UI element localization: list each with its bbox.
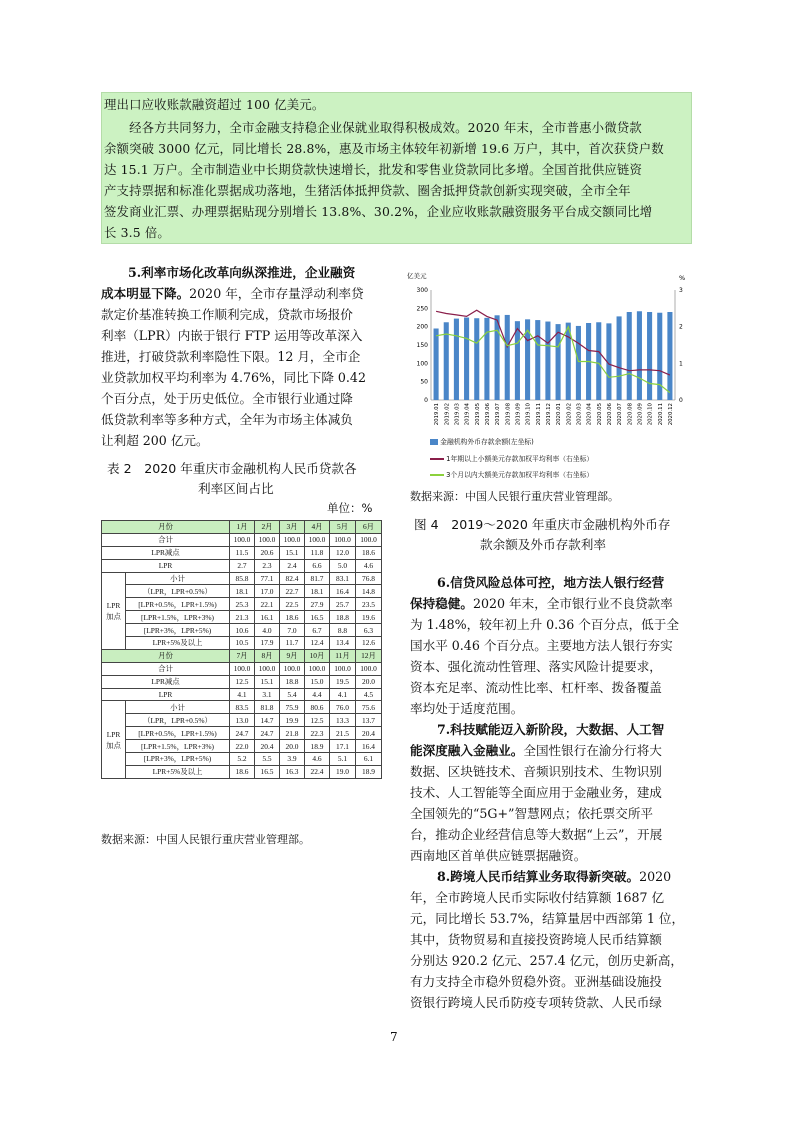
legend-item-bars [430, 438, 690, 450]
table-cell: 7.0 [280, 624, 305, 637]
table-cell: 8.8 [330, 624, 356, 637]
left-tick-label: 300 [416, 287, 428, 294]
table-cell: 6.3 [356, 624, 382, 637]
table-cell: 17.0 [255, 585, 280, 598]
deposit-bar [525, 319, 530, 400]
table-cell: 77.1 [255, 572, 280, 585]
table-header-cell: 8月 [255, 649, 280, 662]
table-row-label: LPR [102, 559, 230, 572]
section-7-heading-cont: 能深度融入金融业。 [410, 743, 524, 758]
chart-source: 数据来源：中国人民银行重庆营业管理部。 [410, 490, 619, 503]
table-row-label: [LPR+0.5%，LPR+1.5%) [126, 598, 230, 611]
table-cell: 75.9 [280, 701, 305, 714]
table-cell: 13.3 [330, 714, 356, 727]
table-cell: 100.0 [255, 662, 280, 675]
table-cell: 100.0 [330, 533, 356, 546]
table-cell: 12.4 [305, 637, 330, 650]
table-cell: 22.0 [230, 740, 255, 753]
section-5-line: 利率（LPR）内嵌于银行 FTP 运用等改革深入 [101, 328, 363, 343]
table-cell: 3.9 [280, 753, 305, 766]
x-tick-label: 2019.12 [545, 403, 552, 426]
table-cell: 16.3 [280, 765, 305, 778]
table-header-cell: 11月 [330, 649, 356, 662]
deposit-bar [657, 313, 662, 400]
section-7-line: 台，推动企业经营信息等大数据“上云”，开展 [410, 827, 663, 842]
deposit-bar [505, 315, 510, 400]
x-tick-label: 2020.06 [606, 403, 613, 426]
table-row [102, 753, 382, 766]
table-cell: 16.4 [330, 585, 356, 598]
legend-label: 金融机构外币存款余额(左坐标) [440, 438, 534, 446]
right-tick-label: 1 [679, 360, 683, 368]
section-6-line: 率均处于适度范围。 [410, 701, 524, 716]
section-5-line: 推进，打破贷款利率隐性下限。12 月，全市企 [101, 349, 361, 364]
table-cell: 21.5 [330, 727, 356, 740]
table-row [102, 675, 382, 688]
section-5-line [101, 286, 364, 302]
table-cell: 19.0 [330, 765, 356, 778]
left-tick-label: 50 [420, 378, 428, 386]
table-cell: 4.6 [305, 753, 330, 766]
page-number: 7 [390, 1030, 398, 1044]
left-tick-label: 150 [416, 342, 428, 349]
right-tick-label: 3 [679, 287, 683, 294]
chart-title-cont: 款余额及外币存款利率 [480, 537, 606, 552]
table-unit: 单位：% [327, 501, 373, 515]
table-cell: 5.0 [330, 559, 356, 572]
table-header-cell: 5月 [330, 521, 356, 534]
table-cell: 17.9 [255, 637, 280, 650]
lpr-group-label-line: LPR [106, 600, 121, 610]
table-cell: 21.8 [280, 727, 305, 740]
table-cell: 22.5 [280, 598, 305, 611]
table-cell: 11.7 [280, 637, 305, 650]
table-cell: 14.7 [255, 714, 280, 727]
table-cell: 5.4 [280, 688, 305, 701]
table-row [102, 727, 382, 740]
table-row [102, 559, 382, 572]
lpr-group-label [102, 572, 126, 649]
x-tick-label: 2020.07 [617, 403, 624, 426]
section-7-line: 全国领先的“5G+”智慧网点；依托票交所平 [410, 806, 654, 821]
table-row-label: [LPR+0.5%，LPR+1.5%) [126, 727, 230, 740]
table-row-label: [LPR+3%，LPR+5%) [126, 753, 230, 766]
deposit-bar [545, 322, 550, 400]
deposit-bar [667, 312, 672, 400]
section-8-line [437, 869, 671, 885]
lpr-group-label [102, 701, 126, 778]
green-box-line: 理出口应收账款融资超过 100 亿美元。 [104, 97, 325, 112]
section-6-heading: 6.信贷风险总体可控，地方法人银行经营 [437, 575, 665, 590]
left-axis-unit: 亿美元 [407, 272, 427, 280]
table-cell: 22.7 [280, 585, 305, 598]
x-tick-label: 2020.09 [637, 403, 644, 426]
table-cell: 20.0 [356, 675, 382, 688]
section-7-heading: 7.科技赋能迈入新阶段，大数据、人工智 [437, 722, 665, 737]
legend-label: 1年期以上小额美元存款加权平均利率（右坐标） [446, 455, 594, 463]
table-cell: 25.3 [230, 598, 255, 611]
table-cell: 24.7 [230, 727, 255, 740]
section-6-line: 为 1.48%，较年初上升 0.36 个百分点，低于全 [410, 617, 679, 632]
section-5-text: 2020 年，全市存量浮动利率贷 [189, 286, 364, 301]
table-cell: 5.5 [255, 753, 280, 766]
rate-line-1y [436, 310, 670, 375]
chart-title: 图 4 2019～2020 年重庆市金融机构外币存 [414, 517, 671, 532]
deposit-bar [474, 318, 479, 400]
x-tick-label: 2019.07 [495, 403, 502, 426]
section-5-line: 低贷款利率等多种方式，全年为市场主体减负 [101, 412, 353, 427]
table-cell: 100.0 [330, 662, 356, 675]
legend-swatch-bar [430, 439, 438, 445]
section-5-heading: 5.利率市场化改革向纵深推进，企业融资 [128, 265, 356, 280]
table-header-cell: 月份 [102, 521, 230, 534]
x-tick-label: 2020.12 [667, 403, 674, 426]
table-cell: 18.6 [280, 611, 305, 624]
section-8-line: 其中，货物贸易和直接投资跨境人民币结算额 [410, 932, 662, 947]
section-8-line: 年，全市跨境人民币实际收付结算额 1687 亿 [410, 890, 665, 905]
x-tick-label: 2019.01 [434, 403, 441, 426]
table-cell: 4.5 [356, 688, 382, 701]
deposit-bar [576, 326, 581, 400]
section-8-line: 资银行跨境人民币防疫专项转贷款、人民币绿 [410, 995, 662, 1010]
green-box-line: 余额突破 3000 亿元，同比增长 28.8%，惠及市场主体较年初新增 19.6 万户，其中，首次获贷户数 [104, 141, 664, 156]
left-tick-label: 100 [416, 360, 428, 368]
table-cell: 15.1 [280, 546, 305, 559]
deposit-bar [596, 322, 601, 400]
table-cell: 75.6 [356, 701, 382, 714]
table-cell: 18.9 [356, 765, 382, 778]
table-cell: 15.1 [255, 675, 280, 688]
table-cell: 2.4 [280, 559, 305, 572]
section-8-heading: 8.跨境人民币结算业务取得新突破。 [437, 869, 640, 884]
table-row [102, 611, 382, 624]
table-source: 数据来源：中国人民银行重庆营业管理部。 [101, 833, 310, 846]
table-cell: 21.3 [230, 611, 255, 624]
table-row [102, 624, 382, 637]
table-cell: 18.1 [305, 585, 330, 598]
table-row-label: LPR+5%及以上 [126, 637, 230, 650]
table-cell: 100.0 [356, 662, 382, 675]
table-cell: 100.0 [280, 662, 305, 675]
table-row [102, 585, 382, 598]
table-cell: 83.5 [230, 701, 255, 714]
deposit-bar [535, 320, 540, 400]
x-tick-label: 2020.01 [556, 403, 563, 426]
section-5-line: 个百分点，处于历史低位。全市银行业通过降 [101, 391, 353, 406]
section-8-line: 有力支持全市稳外贸稳外资。亚洲基础设施投 [410, 974, 662, 989]
table-cell: 4.1 [230, 688, 255, 701]
table-cell: 81.7 [305, 572, 330, 585]
deposit-bar [484, 318, 489, 400]
deposit-bar [647, 312, 652, 400]
table-cell: 11.5 [230, 546, 255, 559]
table-cell: 19.9 [280, 714, 305, 727]
table-cell: 15.0 [305, 675, 330, 688]
section-8-line: 分别达 920.2 亿元、257.4 亿元，创历史新高， [410, 953, 684, 968]
table-cell: 4.1 [330, 688, 356, 701]
table-row [102, 533, 382, 546]
table-cell: 18.1 [230, 585, 255, 598]
table-cell: 100.0 [280, 533, 305, 546]
table-cell: 22.1 [255, 598, 280, 611]
table-row-label: 合计 [102, 662, 230, 675]
table-cell: 82.4 [280, 572, 305, 585]
x-tick-label: 2020.03 [576, 403, 583, 426]
x-tick-label: 2019.11 [535, 403, 542, 426]
table-row-label: 小计 [126, 701, 230, 714]
table-cell: 85.8 [230, 572, 255, 585]
table-cell: 12.5 [230, 675, 255, 688]
table-cell: 100.0 [255, 533, 280, 546]
table-cell: 16.1 [255, 611, 280, 624]
table-header-cell: 9月 [280, 649, 305, 662]
table-row [102, 701, 382, 714]
table-header-row [102, 521, 382, 534]
table-cell: 83.1 [330, 572, 356, 585]
deposit-bar [617, 316, 622, 400]
section-8-line: 元，同比增长 53.7%，结算量居中西部第 1 位， [410, 911, 685, 926]
interest-rate-table [101, 520, 382, 779]
x-tick-label: 2020.08 [627, 403, 634, 426]
x-tick-label: 2020.02 [566, 403, 573, 426]
table-header-cell: 3月 [280, 521, 305, 534]
right-tick-label: 2 [679, 323, 683, 331]
section-7-text: 全国性银行在渝分行将大 [523, 743, 662, 758]
section-7-line: 西南地区首单供应链票据融资。 [410, 848, 587, 863]
table-cell: 19.5 [330, 675, 356, 688]
lpr-group-label-line: 加点 [106, 740, 121, 750]
table-cell: 2.3 [255, 559, 280, 572]
table-row-label: 小计 [126, 572, 230, 585]
green-box-line: 长 3.5 倍。 [104, 225, 170, 240]
table-cell: 12.6 [356, 637, 382, 650]
section-6-line: 资本、强化流动性管理、落实风险计提要求， [410, 659, 662, 674]
table-header-cell: 12月 [356, 649, 382, 662]
table-row-label: [LPR+1.5%，LPR+3%) [126, 611, 230, 624]
table-header-cell: 2月 [255, 521, 280, 534]
deposit-bar [556, 324, 561, 400]
table-cell: 10.5 [230, 637, 255, 650]
section-6-line: 国水平 0.46 个百分点。主要地方法人银行夯实 [410, 638, 673, 653]
table-cell: 23.5 [356, 598, 382, 611]
chart-legend [430, 438, 690, 483]
table-header-cell: 4月 [305, 521, 330, 534]
table-header-cell: 月份 [102, 649, 230, 662]
table-title: 表 2 2020 年重庆市金融机构人民币贷款各 [107, 461, 357, 476]
table-cell: 22.3 [305, 727, 330, 740]
table-header-cell: 10月 [305, 649, 330, 662]
table-cell: 10.6 [230, 624, 255, 637]
section-5-heading-cont: 成本明显下降。 [101, 286, 190, 301]
section-7-line: 技术、人工智能等全面应用于金融业务，建成 [410, 785, 662, 800]
table-row [102, 714, 382, 727]
legend-swatch-line [430, 474, 444, 476]
table-cell: 4.6 [356, 559, 382, 572]
table-row-label: [LPR+1.5%，LPR+3%) [126, 740, 230, 753]
table-row [102, 765, 382, 778]
section-5-line: 业贷款加权平均利率为 4.76%，同比下降 0.42 [101, 370, 366, 385]
green-box-line: 签发商业汇票、办理票据贴现分别增长 13.8%、30.2%，企业应收账款融资服务平台成交额同比增 [104, 204, 653, 219]
right-tick-label: 0 [679, 397, 683, 404]
table-header-row [102, 649, 382, 662]
left-tick-label: 0 [424, 397, 428, 404]
table-row [102, 740, 382, 753]
green-box-line: 达 15.1 万户。全市制造业中长期贷款快速增长，批发和零售业贷款同比多增。全国首批供应链资 [104, 162, 642, 177]
table-cell: 100.0 [230, 533, 255, 546]
right-axis-unit: % [679, 274, 686, 282]
deposit-bar [464, 318, 469, 401]
table-row-label: （LPR，LPR+0.5%） [126, 714, 230, 727]
table-row [102, 546, 382, 559]
deposit-bar [495, 315, 500, 400]
table-cell: 100.0 [305, 662, 330, 675]
table-row-label: LPR [102, 688, 230, 701]
section-5-line: 让利超 200 亿元。 [101, 433, 209, 448]
table-cell: 100.0 [305, 533, 330, 546]
deposit-bar [434, 329, 439, 401]
table-row [102, 598, 382, 611]
table-cell: 100.0 [356, 533, 382, 546]
table-cell: 18.8 [330, 611, 356, 624]
section-6-line: 资本充足率、流动性比率、杠杆率、拨备覆盖 [410, 680, 662, 695]
table-header-cell: 1月 [230, 521, 255, 534]
left-tick-label: 200 [416, 323, 428, 331]
x-tick-label: 2019.09 [515, 403, 522, 426]
table-cell: 20.4 [356, 727, 382, 740]
table-cell: 16.5 [305, 611, 330, 624]
lpr-group-label-line: LPR [106, 729, 121, 739]
table-cell: 81.8 [255, 701, 280, 714]
x-tick-label: 2020.04 [586, 403, 593, 426]
section-8-text: 2020 [639, 869, 672, 884]
table-cell: 13.4 [330, 637, 356, 650]
table-cell: 4.0 [255, 624, 280, 637]
table-cell: 13.7 [356, 714, 382, 727]
x-tick-label: 2019.02 [444, 403, 451, 426]
table-row-label: LPR减点 [102, 546, 230, 559]
table-cell: 6.7 [305, 624, 330, 637]
table-cell: 20.4 [255, 740, 280, 753]
legend-label: 3个月以内大额美元存款加权平均利率（右坐标） [446, 471, 594, 479]
x-tick-label: 2020.10 [647, 403, 654, 426]
legend-swatch-line [430, 458, 444, 460]
lpr-group-label-line: 加点 [106, 611, 121, 621]
section-6-heading-cont: 保持稳健。 [410, 596, 473, 611]
table-cell: 2.7 [230, 559, 255, 572]
table-row-label: LPR减点 [102, 675, 230, 688]
x-tick-label: 2019.05 [474, 403, 481, 426]
table-cell: 3.1 [255, 688, 280, 701]
green-box-line: 经各方共同努力，全市金融支持稳企业保就业取得积极成效。2020 年末，全市普惠小微贷款 [104, 120, 642, 135]
table-cell: 16.4 [356, 740, 382, 753]
section-7-line: 数据、区块链技术、音频识别技术、生物识别 [410, 764, 662, 779]
table-row-label: （LPR，LPR+0.5%） [126, 585, 230, 598]
section-6-text: 2020 年末，全市银行业不良贷款率 [472, 596, 673, 611]
x-tick-label: 2019.06 [484, 403, 491, 426]
table-cell: 24.7 [255, 727, 280, 740]
table-cell: 22.4 [305, 765, 330, 778]
table-row [102, 662, 382, 675]
x-tick-label: 2019.10 [525, 403, 532, 426]
table-cell: 19.6 [356, 611, 382, 624]
table-cell: 13.0 [230, 714, 255, 727]
table-cell: 80.6 [305, 701, 330, 714]
table-cell: 4.4 [305, 688, 330, 701]
green-box-line: 产支持票据和标准化票据成功落地，生猪活体抵押贷款、圈舍抵押贷款创新实现突破，全市全年 [104, 183, 631, 198]
table-cell: 76.0 [330, 701, 356, 714]
table-cell: 27.9 [305, 598, 330, 611]
table-row [102, 688, 382, 701]
deposit-bar [627, 312, 632, 400]
table-cell: 18.9 [305, 740, 330, 753]
table-row-label: LPR+5%及以上 [126, 765, 230, 778]
table-cell: 6.6 [305, 559, 330, 572]
table-cell: 18.8 [280, 675, 305, 688]
table-row [102, 637, 382, 650]
table-cell: 5.1 [330, 753, 356, 766]
table-cell: 25.7 [330, 598, 356, 611]
table-cell: 100.0 [230, 662, 255, 675]
table-cell: 18.6 [356, 546, 382, 559]
table-cell: 20.0 [280, 740, 305, 753]
table-row [102, 572, 382, 585]
table-cell: 14.8 [356, 585, 382, 598]
x-tick-label: 2020.11 [657, 403, 664, 426]
x-tick-label: 2019.08 [505, 403, 512, 426]
deposit-bar [515, 321, 520, 400]
rate-line-3m [436, 327, 670, 393]
table-cell: 12.0 [330, 546, 356, 559]
table-cell: 16.5 [255, 765, 280, 778]
deposit-bar [637, 311, 642, 400]
table-cell: 6.1 [356, 753, 382, 766]
table-cell: 12.5 [305, 714, 330, 727]
legend-item-line2 [430, 471, 690, 483]
table-cell: 5.2 [230, 753, 255, 766]
section-5-line: 款定价基准转换工作顺利完成，贷款市场报价 [101, 307, 353, 322]
x-tick-label: 2020.05 [596, 403, 603, 426]
table-cell: 20.6 [255, 546, 280, 559]
section-7-line [410, 743, 662, 759]
table-title-cont: 利率区间占比 [198, 481, 274, 496]
deposit-bar [454, 319, 459, 400]
table-cell: 18.6 [230, 765, 255, 778]
table-row-label: [LPR+3%，LPR+5%) [126, 624, 230, 637]
legend-item-line1 [430, 455, 690, 467]
table-cell: 76.8 [356, 572, 382, 585]
x-tick-label: 2019.04 [464, 403, 471, 426]
table-cell: 11.8 [305, 546, 330, 559]
table-header-cell: 6月 [356, 521, 382, 534]
left-tick-label: 250 [416, 305, 428, 313]
x-tick-label: 2019.03 [454, 403, 461, 426]
table-cell: 17.1 [330, 740, 356, 753]
table-header-cell: 7月 [230, 649, 255, 662]
table-row-label: 合计 [102, 533, 230, 546]
section-6-line [410, 596, 673, 612]
